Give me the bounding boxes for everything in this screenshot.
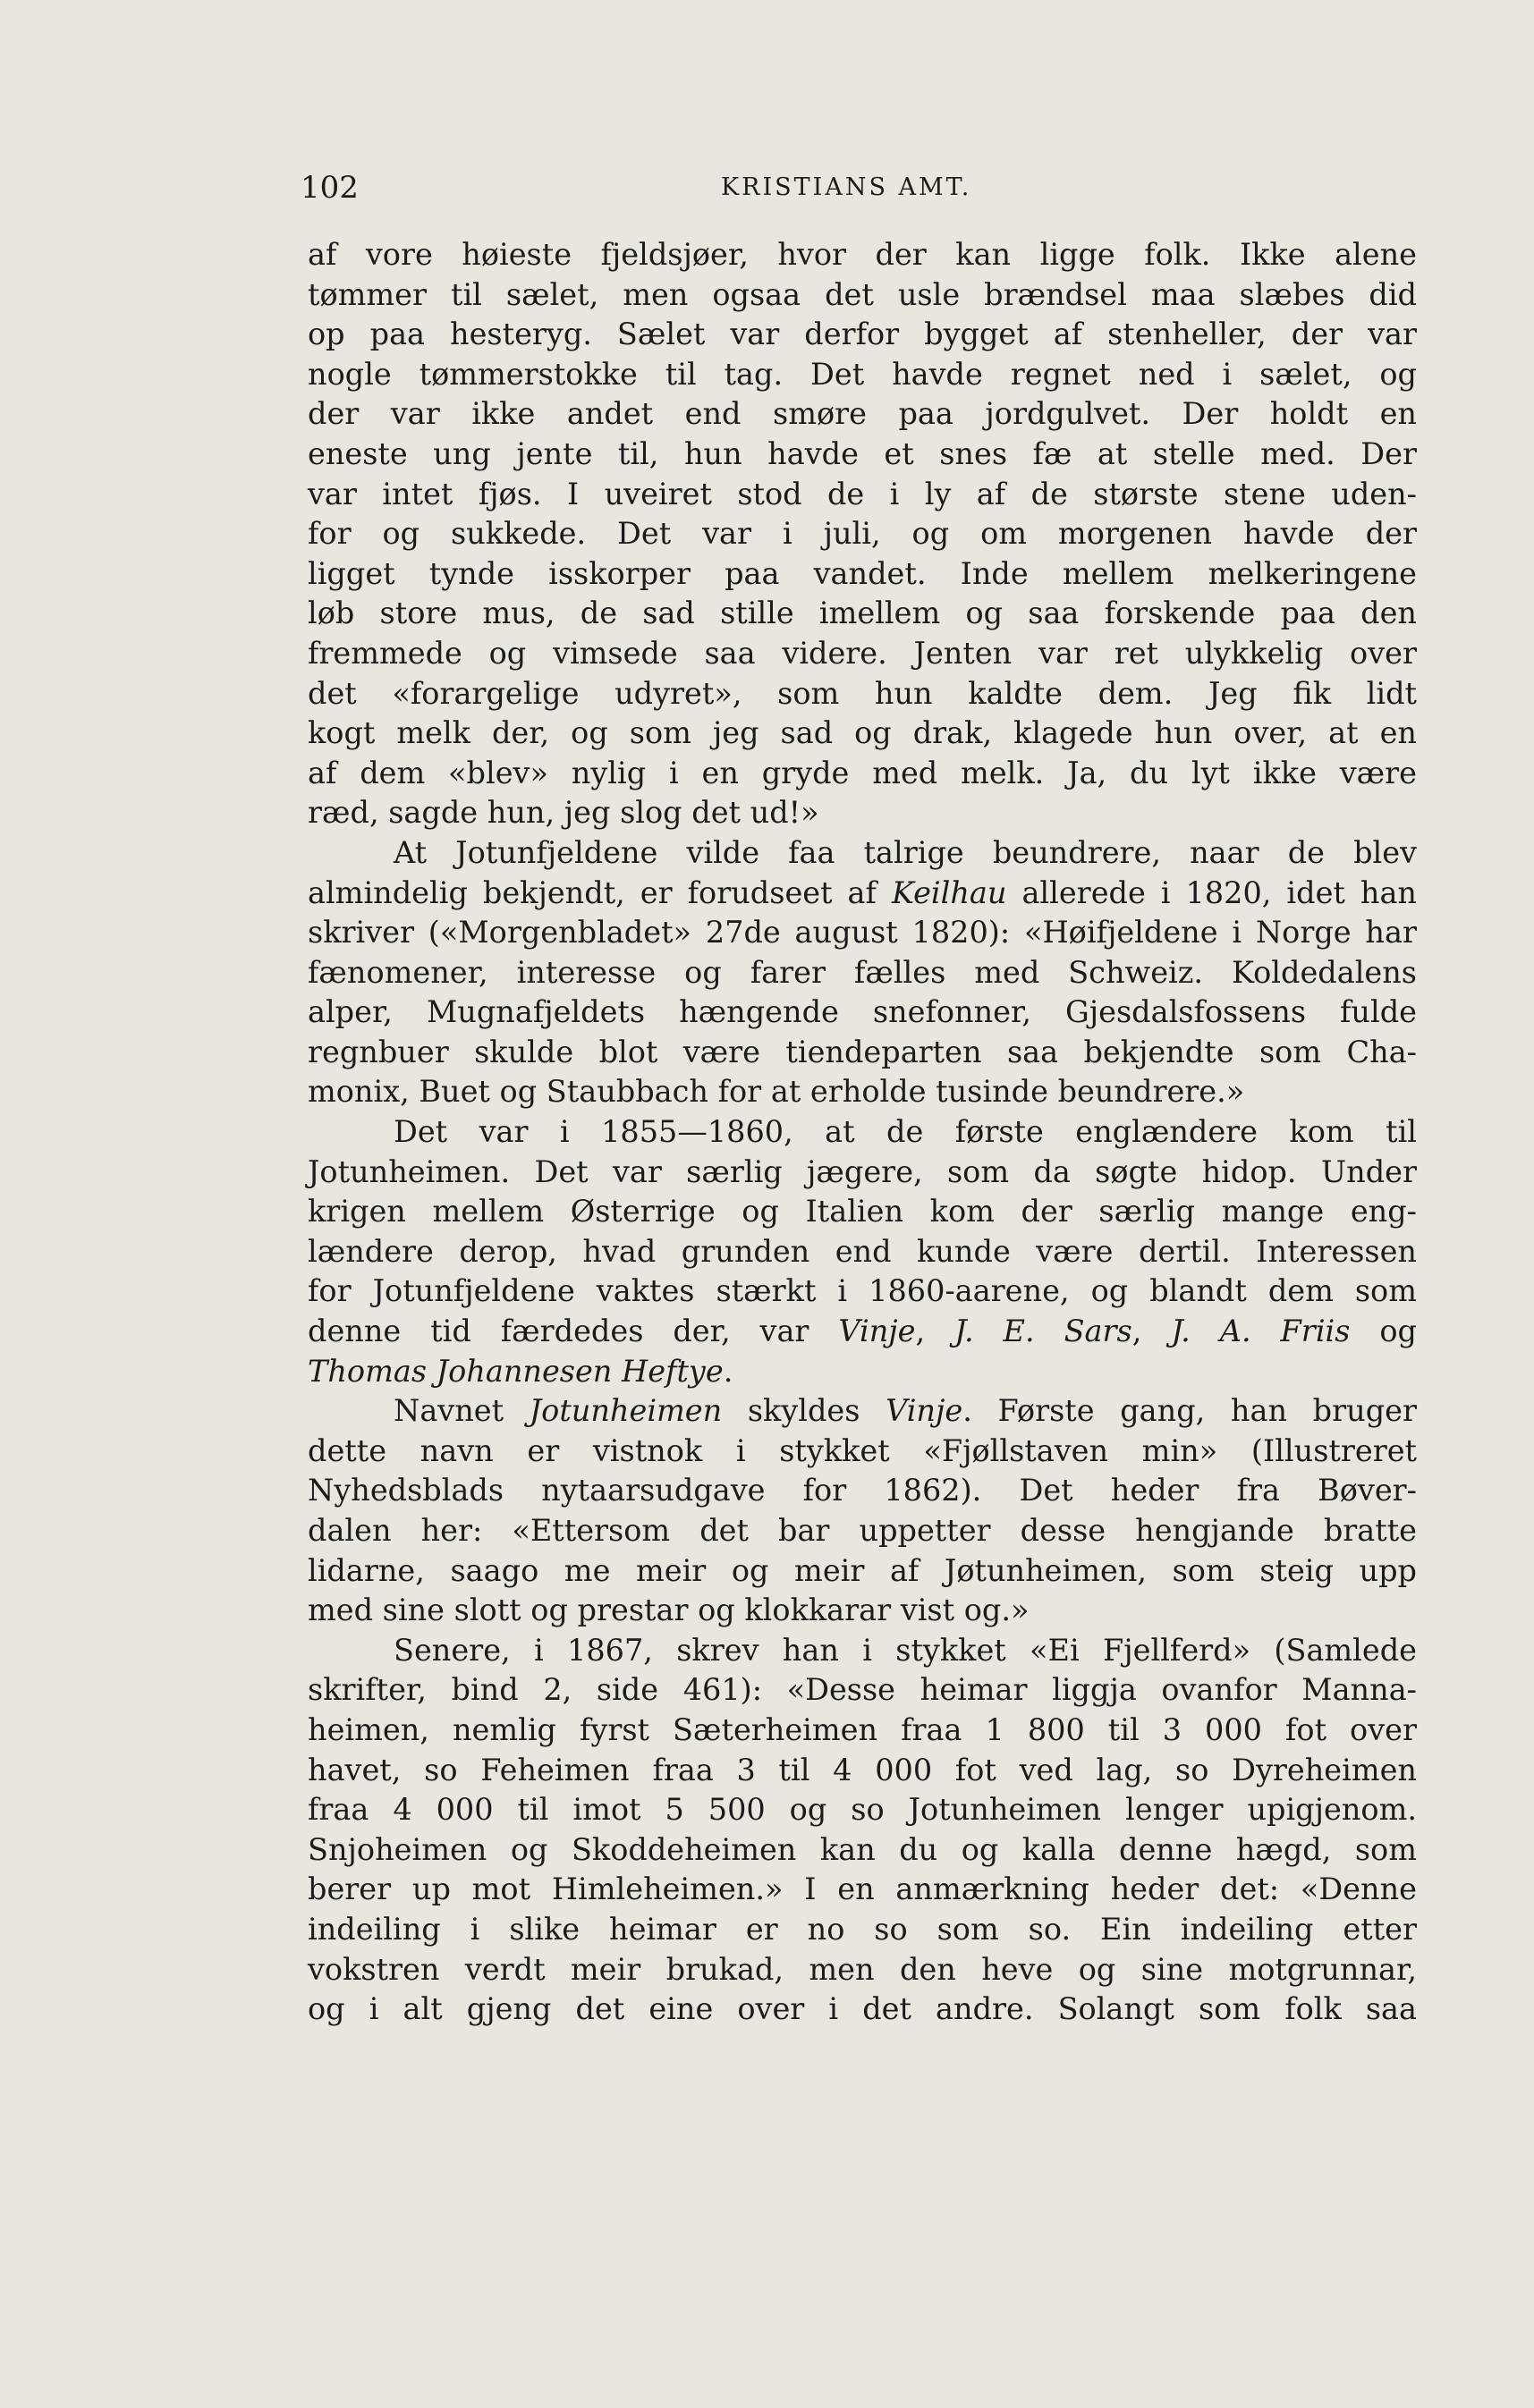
text-line: kogt melk der, og som jeg sad og drak, klagede hun over, at en [308, 715, 1417, 751]
text-line: skrifter, bind 2, side 461): «Desse heimar liggja ovanfor Manna- [308, 1672, 1417, 1708]
text-line: eneste ung jente til, hun havde et snes fæ at stelle med. Der [308, 435, 1417, 471]
text-line: og i alt gjeng det eine over i det andre. Solangt som folk saa [308, 1991, 1417, 2027]
text-line: fænomener, interesse og farer fælles med Schweiz. Koldedalens [308, 954, 1417, 990]
text-line: det «forargelige udyret», som hun kaldte dem. Jeg fik lidt [308, 675, 1417, 711]
text-line: Navnet Jotunheimen skyldes Vinje. Første gang, han bruger [394, 1393, 1418, 1429]
text-line: var intet fjøs. I uveiret stod de i ly af de største stene uden- [308, 476, 1417, 511]
running-head: KRISTIANS AMT. [721, 173, 972, 201]
text-line: monix, Buet og Staubbach for at erholde tusinde beundrere.» [308, 1074, 1245, 1110]
text-line: indeiling i slike heimar er no so som so. Ein indeiling etter [308, 1911, 1417, 1947]
text-line: lidarne, saago me meir og meir af Jøtunheimen, som steig upp [308, 1552, 1417, 1588]
text-line: Nyhedsblads nytaarsudgave for 1862). Det heder fra Bøver- [308, 1473, 1417, 1508]
text-line: krigen mellem Østerrige og Italien kom der særlig mange eng- [308, 1194, 1417, 1229]
text-line: Senere, i 1867, skrev han i stykket «Ei Fjellferd» (Samlede [394, 1632, 1417, 1668]
text-line: alper, Mugnafjeldets hængende snefonner, Gjesdalsfossens fulde [308, 994, 1417, 1030]
text-line: af dem «blev» nylig i en gryde med melk. Ja, du lyt ikke være [308, 755, 1417, 790]
text-line: af vore høieste fjeldsjøer, hvor der kan ligge folk. Ikke alene [308, 237, 1417, 272]
text-line: berer up mot Himleheimen.» I en anmærkning heder det: «Denne [308, 1871, 1417, 1907]
text-line: Jotunheimen. Det var særlig jægere, som da søgte hidop. Under [308, 1153, 1417, 1189]
text-line: ligget tynde isskorper paa vandet. Inde mellem melkeringene [308, 555, 1417, 591]
text-line: ræd, sagde hun, jeg slog det ud!» [308, 795, 819, 831]
text-line: der var ikke andet end smøre paa jordgulvet. Der holdt en [308, 396, 1417, 432]
page-header [301, 170, 1409, 209]
text-line: op paa hesteryg. Sælet var derfor bygget af stenheller, der var [308, 317, 1417, 352]
text-line: dette navn er vistnok i stykket «Fjøllstaven min» (Illustreret [308, 1432, 1417, 1468]
text-line: for og sukkede. Det var i juli, og om morgenen havde der [308, 516, 1417, 552]
text-line: med sine slott og prestar og klokkarar vist og.» [308, 1593, 1030, 1628]
text-line: heimen, nemlig fyrst Sæterheimen fraa 1 800 til 3 000 fot over [308, 1711, 1417, 1747]
text-line: Snjoheimen og Skoddeheimen kan du og kalla denne hægd, som [308, 1831, 1417, 1867]
text-line: denne tid færdedes der, var Vinje, J. E. Sars, J. A. Friis og [308, 1314, 1417, 1349]
page-number: 102 [301, 170, 359, 206]
text-line: fraa 4 000 til imot 5 500 og so Jotunheimen lenger upigjenom. [308, 1792, 1417, 1828]
body-text [308, 235, 1417, 2030]
text-line: lændere derop, hvad grunden end kunde være dertil. Interessen [308, 1233, 1417, 1269]
text-line: for Jotunfjeldene vaktes stærkt i 1860-aarene, og blandt dem som [308, 1273, 1417, 1309]
text-line: fremmede og vimsede saa videre. Jenten var ret ulykkelig over [308, 635, 1417, 671]
text-line: Det var i 1855—1860, at de første englændere kom til [394, 1114, 1417, 1150]
text-line: Thomas Johannesen Heftye. [308, 1353, 733, 1389]
text-line: At Jotunfjeldene vilde faa talrige beundrere, naar de blev [394, 834, 1417, 870]
text-line: vokstren verdt meir brukad, men den heve og sine motgrunnar, [308, 1951, 1417, 1987]
text-line: løb store mus, de sad stille imellem og saa forskende paa den [308, 596, 1417, 631]
text-line: havet, so Feheimen fraa 3 til 4 000 fot ved lag, so Dyreheimen [308, 1752, 1417, 1787]
text-line: regnbuer skulde blot være tiendeparten saa bekjendte som Cha- [308, 1034, 1417, 1069]
text-line: dalen her: «Ettersom det bar uppetter desse hengjande bratte [308, 1513, 1417, 1548]
text-line: tømmer til sælet, men ogsaa det usle brændsel maa slæbes did [308, 276, 1417, 312]
text-line: skriver («Morgenbladet» 27de august 1820): «Høifjeldene i Norge har [308, 915, 1417, 951]
text-line: nogle tømmerstokke til tag. Det havde regnet ned i sælet, og [308, 356, 1417, 392]
text-line: almindelig bekjendt, er forudseet af Keilhau allerede i 1820, idet han [308, 874, 1417, 910]
